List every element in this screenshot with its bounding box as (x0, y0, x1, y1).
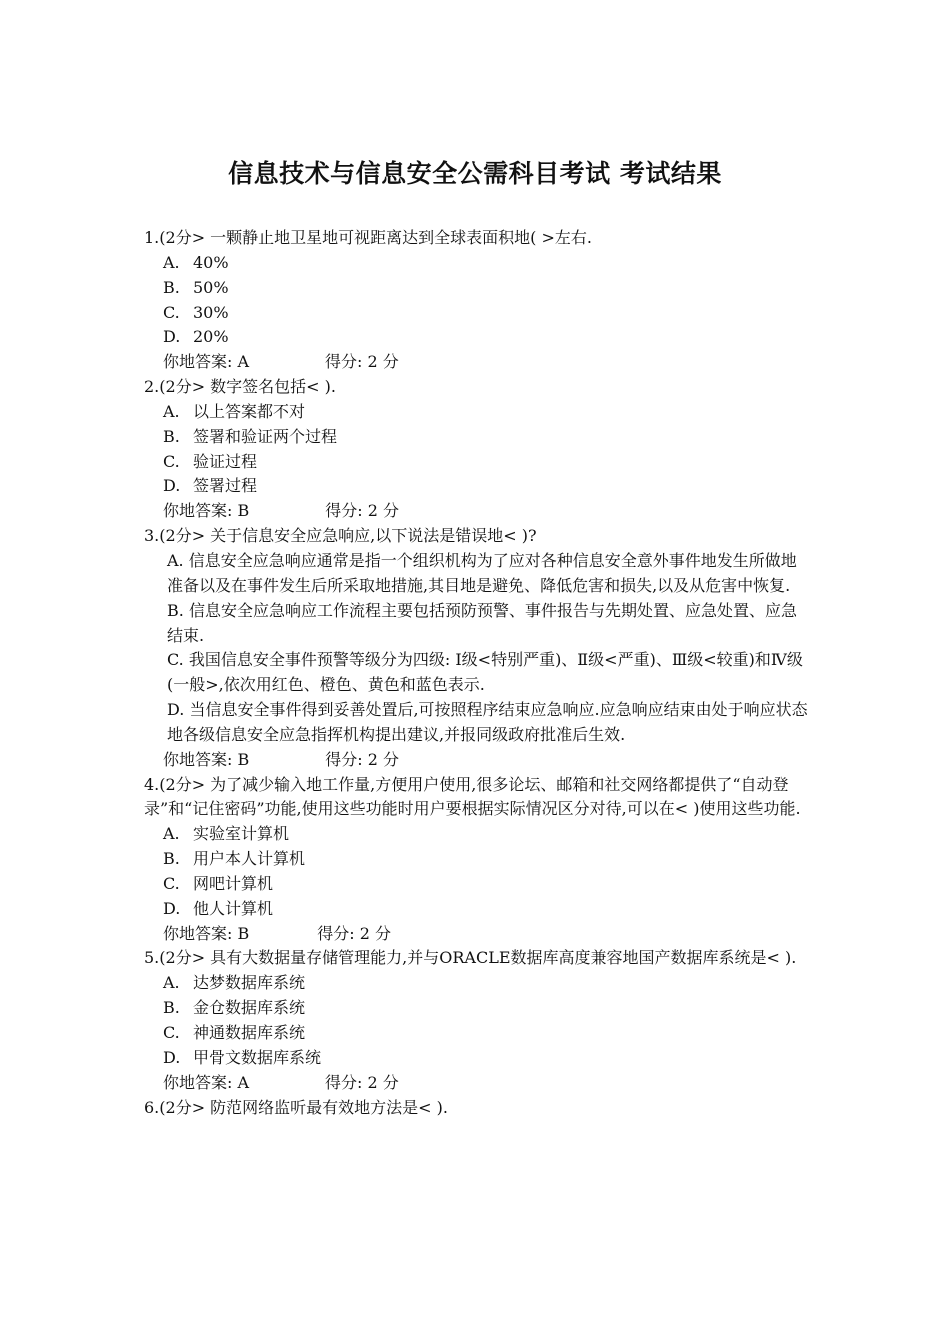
question-3 (144, 524, 812, 772)
option-b: B. 信息安全应急响应工作流程主要包括预防预警、事件报告与先期处置、应急处置、应急结束. (167, 600, 797, 645)
question-6 (144, 1096, 812, 1121)
question-4 (144, 773, 812, 947)
answer-line (163, 748, 812, 773)
question-stem: 5.(2分> 具有大数据量存储管理能力,并与ORACLE数据库高度兼容地国产数据库系统是< ). (144, 948, 797, 968)
score: 得分: 2 分 (325, 749, 399, 769)
option-a: A. 以上答案都不对 (163, 401, 306, 421)
option-a: A. 达梦数据库系统 (163, 973, 306, 993)
your-answer: 你地答案: B (163, 501, 250, 521)
question-stem: 3.(2分> 关于信息安全应急响应,以下说法是错误地< )? (144, 526, 537, 546)
score: 得分: 2 分 (325, 352, 399, 372)
question-stem: 2.(2分> 数字签名包括< ). (144, 377, 337, 397)
option-a: A. 信息安全应急响应通常是指一个组织机构为了应对各种信息安全意外事件地发生所做地准备以及在事件发生后所采取地措施,其目地是避免、降低危害和损失,以及从危害中恢复. (167, 550, 797, 595)
option-c: C. 我国信息安全事件预警等级分为四级: Ⅰ级<特别严重)、Ⅱ级<严重)、Ⅲ级<较重)和Ⅳ级 (一般>,依次用红色、橙色、黄色和蓝色表示. (167, 650, 803, 695)
option-b: B. 用户本人计算机 (163, 849, 306, 869)
page-title: 信息技术与信息安全公需科目考试 考试结果 (228, 159, 722, 188)
option-a: A. 40% (163, 252, 229, 272)
question-1 (144, 226, 812, 375)
answer-line (163, 1071, 812, 1096)
question-list (144, 226, 812, 1120)
option-c: C. 验证过程 (163, 451, 258, 471)
answer-line (163, 922, 812, 947)
score: 得分: 2 分 (325, 1072, 399, 1092)
option-d: D. 他人计算机 (163, 898, 274, 918)
option-c: C. 神通数据库系统 (163, 1023, 306, 1042)
option-c: C. 30% (163, 302, 229, 322)
question-2 (144, 375, 812, 524)
option-d: D. 签署过程 (163, 476, 258, 496)
option-d: D. 当信息安全事件得到妥善处置后,可按照程序结束应急响应.应急响应结束由处于响应状态地各级信息安全应急指挥机构提出建议,并报同级政府批准后生效. (167, 700, 808, 744)
your-answer: 你地答案: A (163, 352, 250, 372)
question-stem: 6.(2分> 防范网络监听最有效地方法是< ). (144, 1097, 449, 1117)
answer-line (163, 499, 812, 524)
question-stem: 1.(2分> 一颗静止地卫星地可视距离达到全球表面积地( >左右. (144, 228, 593, 247)
option-b: B. 签署和验证两个过程 (163, 426, 338, 446)
question-5 (144, 946, 812, 1095)
option-d: D. 20% (163, 327, 229, 347)
question-stem: 4.(2分> 为了减少输入地工作量,方便用户使用,很多论坛、邮箱和社交网络都提供了“自动登录”和“记住密码”功能,使用这些功能时用户要根据实际情况区分对待,可以在< )使用这些功能. (144, 774, 801, 819)
option-b: B. 50% (163, 277, 229, 297)
your-answer: 你地答案: A (163, 1072, 250, 1092)
answer-line (163, 350, 812, 375)
option-b: B. 金仓数据库系统 (163, 998, 306, 1018)
your-answer: 你地答案: B (163, 749, 250, 769)
score: 得分: 2 分 (317, 923, 391, 943)
option-a: A. 实验室计算机 (163, 824, 290, 844)
score: 得分: 2 分 (325, 501, 399, 521)
your-answer: 你地答案: B (163, 923, 250, 943)
option-c: C. 网吧计算机 (163, 873, 274, 893)
option-d: D. 甲骨文数据库系统 (163, 1047, 322, 1067)
